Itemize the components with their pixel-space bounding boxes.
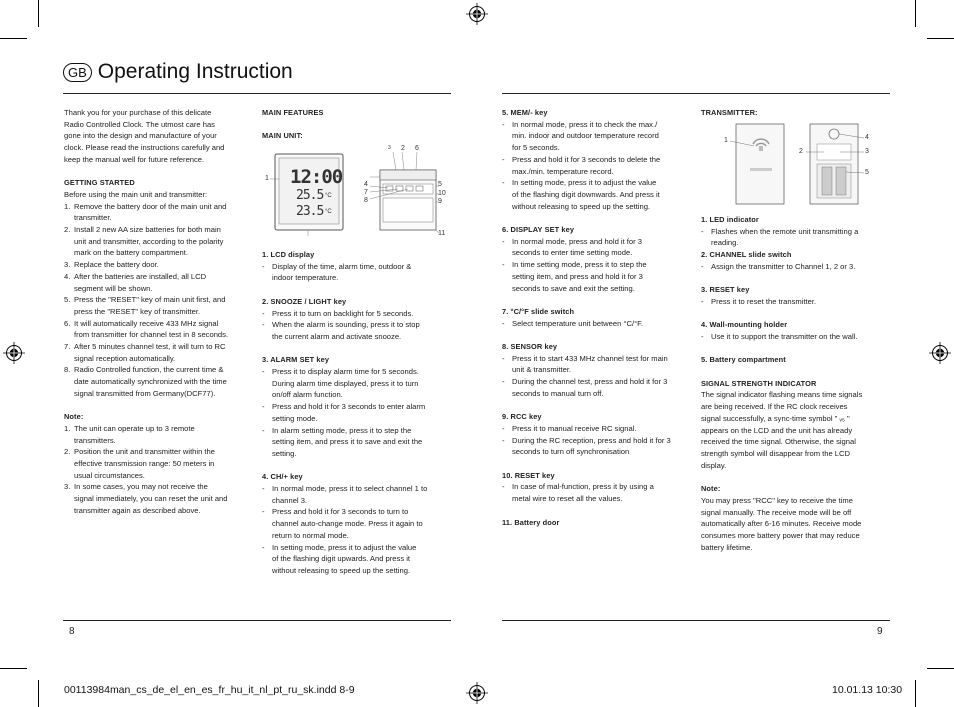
list-item-line: Press it to display alarm time for 5 seconds. (272, 367, 419, 376)
section-heading: Note: (64, 412, 84, 422)
list-item-line: In some cases, you may not receive the (74, 482, 208, 492)
list-marker: 6. (64, 318, 71, 328)
section-heading: SIGNAL STRENGTH INDICATOR (701, 378, 817, 388)
lcd-indoor-temp: 23.5 (296, 204, 324, 219)
spacer (262, 284, 454, 296)
list-marker: - (262, 367, 265, 376)
list-item (262, 308, 454, 320)
column-keys-continued (502, 107, 694, 528)
callout-label: 8 (364, 197, 368, 204)
callout-label: 3 (865, 148, 869, 155)
list-item-line: After 5 minutes channel test, it will turn to RC (74, 342, 226, 352)
registration-mark-icon (466, 682, 488, 704)
spacer (262, 460, 454, 472)
list-marker: - (502, 423, 505, 433)
list-item (64, 224, 254, 259)
list-item-line: effective transmission range: 50 meters in (74, 459, 215, 469)
list-item (262, 542, 454, 577)
list-item-line: Replace the battery door. (74, 260, 159, 270)
spacer (701, 273, 891, 285)
list-item (502, 259, 694, 294)
column-transmitter-header (701, 107, 891, 119)
spacer (262, 343, 454, 355)
callout-label: 11 (438, 230, 446, 237)
list-item-line: setting mode. (272, 413, 318, 423)
section-heading: 9. RCC key (502, 412, 542, 422)
list-marker: 1. (64, 423, 71, 433)
crop-mark (927, 668, 954, 669)
list-item-line: mark on the battery compartment. (74, 248, 188, 258)
column-intro (64, 107, 254, 517)
list-item (262, 319, 454, 342)
body-line: Radio Controlled Clock. The utmost care has (64, 119, 215, 129)
list-item-line: transmitter. (74, 213, 112, 223)
list-item-line: indoor temperature. (272, 273, 339, 283)
body-line: display. (701, 460, 727, 470)
body-line: appears on the LCD and the unit has already (701, 425, 853, 435)
list-item (262, 401, 454, 424)
callout-label: 10 (438, 190, 446, 197)
section-heading: 4. CH/+ key (262, 472, 303, 482)
list-item (64, 318, 254, 341)
section-heading: Note: (701, 484, 721, 494)
list-marker: - (262, 261, 265, 271)
list-marker: - (502, 482, 505, 492)
list-marker: - (262, 425, 265, 435)
section-heading: 11. Battery door (502, 517, 560, 527)
list-marker: - (502, 318, 505, 328)
list-item-line: signal immediately, you can reset the unit and (74, 494, 228, 504)
page-title (63, 60, 293, 84)
lcd-unit-indoor: °C (325, 209, 332, 215)
list-item-line: on/off alarm function. (272, 390, 343, 400)
list-marker: - (502, 377, 505, 387)
lcd-time: 12:00 (290, 166, 343, 188)
list-item-line: In case of mal-function, press it by using a (512, 482, 654, 492)
body-line: keep the manual well for future reference. (64, 154, 205, 164)
spacer (701, 366, 891, 378)
list-item-line: During the channel test, press and hold it for 3 (512, 377, 668, 387)
list-item (64, 423, 254, 446)
registration-mark-icon (3, 342, 25, 364)
list-item-line: In setting mode, press it to adjust the value (272, 542, 417, 552)
spacer (64, 166, 254, 178)
list-item-line: signal transmitted from Germany(DCF77). (74, 388, 216, 398)
list-marker: - (262, 308, 265, 318)
list-item (64, 446, 254, 481)
list-item-line: seconds to save and exit the setting. (512, 283, 635, 293)
crop-mark (915, 0, 916, 27)
callout-label: 5 (438, 181, 442, 188)
list-item-line: Install 2 new AA size batteries for both main (74, 225, 221, 235)
list-item (64, 201, 254, 224)
spacer (502, 212, 694, 224)
body-line: are being received. If the RC clock receives (701, 402, 848, 412)
footer-filename: 00113984man_cs_de_el_en_es_fr_hu_it_nl_pt_ru_sk.indd 8-9 (64, 684, 355, 696)
spacer (502, 294, 694, 306)
list-item-line: Flashes when the remote unit transmitting a (711, 226, 859, 236)
list-marker: - (502, 178, 505, 188)
list-marker: - (701, 332, 704, 341)
section-heading: 1. LED indicator (701, 215, 759, 224)
list-marker: 2. (64, 447, 71, 457)
list-item-line: Press the "RESET" key of main unit first, and (74, 295, 226, 305)
list-item (64, 481, 254, 516)
section-heading: 5. Battery compartment (701, 355, 786, 365)
lcd-outdoor-temp: 25.5 (296, 188, 324, 203)
list-marker: - (502, 119, 505, 129)
body-line: Thank you for your purchase of this delicate (64, 108, 212, 117)
body-line: clock. Please read the instructions carefully and (64, 143, 225, 153)
list-marker: - (262, 507, 265, 517)
body-line: The signal indicator flashing means time signals (701, 390, 863, 400)
list-item (502, 154, 694, 177)
list-marker: - (502, 154, 505, 164)
section-heading: 10. RESET key (502, 470, 555, 480)
transmitter-illustration (720, 122, 880, 208)
crop-mark (38, 680, 39, 707)
lcd-unit-outdoor: °C (325, 193, 332, 199)
list-item-line: signal reception automatically. (74, 353, 176, 363)
footer-date: 10.01.13 10:30 (832, 684, 903, 696)
callout-label: 5 (865, 169, 869, 176)
list-item-line: Display of the time, alarm time, outdoor & (272, 261, 412, 271)
list-item (701, 226, 891, 249)
list-item (262, 506, 454, 541)
list-marker: - (502, 236, 505, 246)
list-item-line: transmitter again as described above. (74, 505, 201, 515)
list-item-line: return to normal mode. (272, 530, 349, 540)
list-item-line: It will automatically receive 433 MHz signal (74, 318, 219, 328)
spacer (64, 400, 254, 412)
list-item-line: Press and hold it for 3 seconds to enter alarm (272, 402, 426, 412)
list-item-line: metal wire to reset all the values. (512, 494, 623, 504)
list-item (502, 236, 694, 259)
spacer (701, 308, 891, 320)
callout-label: 6 (415, 145, 419, 152)
list-item-line: Press it to turn on backlight for 5 seconds. (272, 308, 414, 318)
section-heading: 2. SNOOZE / LIGHT key (262, 296, 347, 306)
list-item-line: of the flashing digit downwards. And press it (512, 189, 660, 199)
callout-label: 7 (364, 189, 368, 196)
list-item-line: transmitters. (74, 435, 116, 445)
crop-mark (0, 668, 27, 669)
header-rule (63, 93, 451, 94)
list-item (701, 296, 891, 308)
list-item-line: unit & transmitter. (512, 365, 572, 375)
list-item-line: In normal mode, press it to check the max./ (512, 119, 658, 129)
list-item (502, 353, 694, 376)
list-item-line: In normal mode, press it to select channel 1 to (272, 484, 428, 494)
page-number-right: 9 (877, 626, 883, 637)
list-item-line: Assign the transmitter to Channel 1, 2 or 3. (711, 261, 856, 271)
list-item-line: setting. (272, 448, 297, 458)
list-item-line: When the alarm is sounding, press it to stop (272, 320, 420, 330)
footer-rule (502, 620, 890, 621)
body-line: battery lifetime. (701, 542, 753, 552)
list-item (64, 259, 254, 271)
list-item-line: The unit can operate up to 3 remote (74, 423, 195, 433)
section-heading: MAIN FEATURES (262, 108, 324, 117)
list-item-line: Select temperature unit between °C/°F. (512, 318, 644, 328)
spacer (502, 458, 694, 470)
list-item-line: During the RC reception, press and hold it for 3 (512, 435, 671, 445)
list-item-line: Use it to support the transmitter on the wall. (711, 332, 858, 341)
list-item (502, 119, 694, 154)
list-item-line: Press it to manual receive RC signal. (512, 423, 637, 433)
list-item-line: without releasing to speed up the setting. (512, 201, 651, 211)
list-marker: - (502, 260, 505, 270)
header-rule (502, 93, 890, 94)
list-item-line: Position the unit and transmitter within the (74, 447, 215, 457)
spacer (701, 471, 891, 483)
list-item-line: without releasing to speed up the setting. (272, 565, 411, 575)
footer-rule (63, 620, 451, 621)
callout-label: 4 (364, 181, 368, 188)
list-item-line: channel 3. (272, 495, 308, 505)
list-item-line: Press and hold it for 3 seconds to turn to (272, 507, 409, 517)
list-item (262, 261, 454, 284)
list-marker: - (701, 226, 704, 236)
body-line: gone into the design and manufacture of your (64, 131, 217, 141)
section-heading: 3. ALARM SET key (262, 355, 330, 365)
section-heading: 5. MEM/- key (502, 108, 548, 117)
list-item-line: Press it to start 433 MHz channel test for main (512, 353, 668, 363)
list-item-line: During alarm time displayed, press it to turn (272, 378, 419, 388)
list-item-line: usual circumstances. (74, 470, 145, 480)
body-line: signal manually. The receive mode will be off (701, 507, 852, 517)
section-heading: 3. RESET key (701, 285, 750, 295)
list-marker: 8. (64, 365, 71, 375)
list-item-line: channel auto-change mode. Press it again to (272, 519, 423, 529)
callout-label: 4 (865, 134, 869, 141)
callout-label: 3 (388, 145, 391, 151)
list-item-line: max./min. temperature record. (512, 166, 614, 176)
list-item-line: Radio Controlled function, the current time & (74, 365, 224, 375)
body-line: automatically after 6-16 minutes. Receive mode (701, 519, 862, 529)
spacer (502, 329, 694, 341)
list-item-line: seconds to turn off synchronisation (512, 447, 630, 457)
callout-label: 1 (265, 175, 269, 182)
list-marker: 7. (64, 342, 71, 352)
column-main-unit-keys (262, 249, 454, 577)
list-item-line: seconds to manual turn off. (512, 388, 604, 398)
list-item-line: from transmitter for channel test in 8 seconds. (74, 330, 229, 340)
callout-label: 1 (724, 137, 728, 144)
page-number-left: 8 (69, 626, 75, 637)
list-item (502, 423, 694, 435)
list-item (502, 177, 694, 212)
section-heading: 2. CHANNEL slide switch (701, 250, 792, 260)
section-heading: 8. SENSOR key (502, 342, 558, 352)
list-item-line: In setting mode, press it to adjust the value (512, 178, 657, 188)
section-heading: GETTING STARTED (64, 178, 135, 188)
list-item-line: setting item, and press it to save and exit the (272, 437, 423, 447)
registration-mark-icon (466, 3, 488, 25)
callout-label: 2 (799, 148, 803, 155)
column-features-header (262, 107, 452, 142)
crop-mark (915, 680, 916, 707)
list-marker: - (262, 320, 265, 330)
list-item (502, 481, 694, 504)
list-item-line: date automatically synchronized with the time (74, 377, 227, 387)
list-item (64, 364, 254, 399)
list-item (502, 435, 694, 458)
title-text: Operating Instruction (97, 60, 293, 83)
list-item-line: seconds to enter time setting mode. (512, 248, 633, 258)
list-marker: - (701, 296, 704, 306)
column-transmitter (701, 214, 891, 553)
list-item-line: of the flashing digit upwards. And press it (272, 554, 411, 564)
list-marker: 3. (64, 260, 71, 270)
list-marker: 1. (64, 201, 71, 211)
registration-mark-icon (929, 342, 951, 364)
list-item (262, 425, 454, 460)
transmitter-diagram (720, 122, 880, 208)
list-marker: 5. (64, 295, 71, 305)
list-marker: 3. (64, 482, 71, 492)
main-unit-illustration (262, 144, 450, 240)
spacer (502, 505, 694, 517)
body-line: signal successfully, a sync-time symbol " ᵥ₅ " (701, 413, 850, 423)
list-item (502, 318, 694, 330)
list-item (502, 376, 694, 399)
list-item-line: In normal mode, press and hold it for 3 (512, 236, 643, 246)
callout-label: 2 (401, 145, 405, 152)
section-heading: MAIN UNIT: (262, 131, 303, 141)
list-item-line: Press it to reset the transmitter. (711, 296, 817, 306)
list-item-line: In alarm setting mode, press it to step the (272, 425, 412, 435)
list-marker: - (502, 435, 505, 445)
list-item-line: unit and transmitter, according to the polarity (74, 236, 224, 246)
crop-mark (927, 38, 954, 39)
language-badge: GB (63, 63, 92, 82)
list-marker: 4. (64, 271, 71, 281)
list-item-line: press the "RESET" key of transmitter. (74, 306, 201, 316)
list-item (701, 261, 891, 273)
spacer (502, 400, 694, 412)
list-item-line: the current alarm and activate snooze. (272, 331, 402, 341)
list-item-line: Press and hold it for 3 seconds to delete the (512, 154, 661, 164)
list-item (64, 294, 254, 317)
list-item-line: reading. (711, 238, 739, 248)
list-marker: 2. (64, 225, 71, 235)
list-marker: - (262, 542, 265, 552)
list-marker: - (502, 353, 505, 363)
list-item (262, 366, 454, 401)
crop-mark (0, 38, 27, 39)
body-line: consumes more battery power that may reduce (701, 530, 860, 540)
list-item (64, 271, 254, 294)
list-item (262, 483, 454, 506)
list-item (701, 331, 891, 343)
body-line: Before using the main unit and transmitter: (64, 189, 208, 199)
list-item-line: min. indoor and outdoor temperature record (512, 131, 659, 141)
list-item (64, 341, 254, 364)
body-line: strength symbol will disappear from the LCD (701, 449, 850, 458)
list-marker: - (701, 261, 704, 271)
section-heading: 6. DISPLAY SET key (502, 225, 575, 235)
callout-label: 9 (438, 198, 442, 205)
list-marker: - (262, 484, 265, 494)
body-line: You may press "RCC" key to receive the time (701, 495, 853, 505)
list-item-line: for 5 seconds. (512, 143, 560, 153)
spacer (701, 343, 891, 355)
main-unit-diagram (262, 144, 450, 240)
list-item-line: After the batteries are installed, all LCD (74, 271, 207, 281)
list-item-line: setting item, and press and hold it for 3 (512, 271, 643, 281)
section-heading: 4. Wall-mounting holder (701, 320, 788, 330)
list-item-line: segment will be shown. (74, 283, 153, 293)
section-heading: TRANSMITTER: (701, 108, 758, 117)
body-line: received the time signal. Otherwise, the signal (701, 437, 856, 447)
section-heading: 7. °C/°F slide switch (502, 306, 575, 316)
list-item-line: In time setting mode, press it to step the (512, 260, 647, 270)
crop-mark (38, 0, 39, 27)
list-marker: - (262, 402, 265, 412)
section-heading: 1. LCD display (262, 250, 315, 259)
spacer (262, 119, 452, 131)
list-item-line: Remove the battery door of the main unit and (74, 201, 227, 211)
